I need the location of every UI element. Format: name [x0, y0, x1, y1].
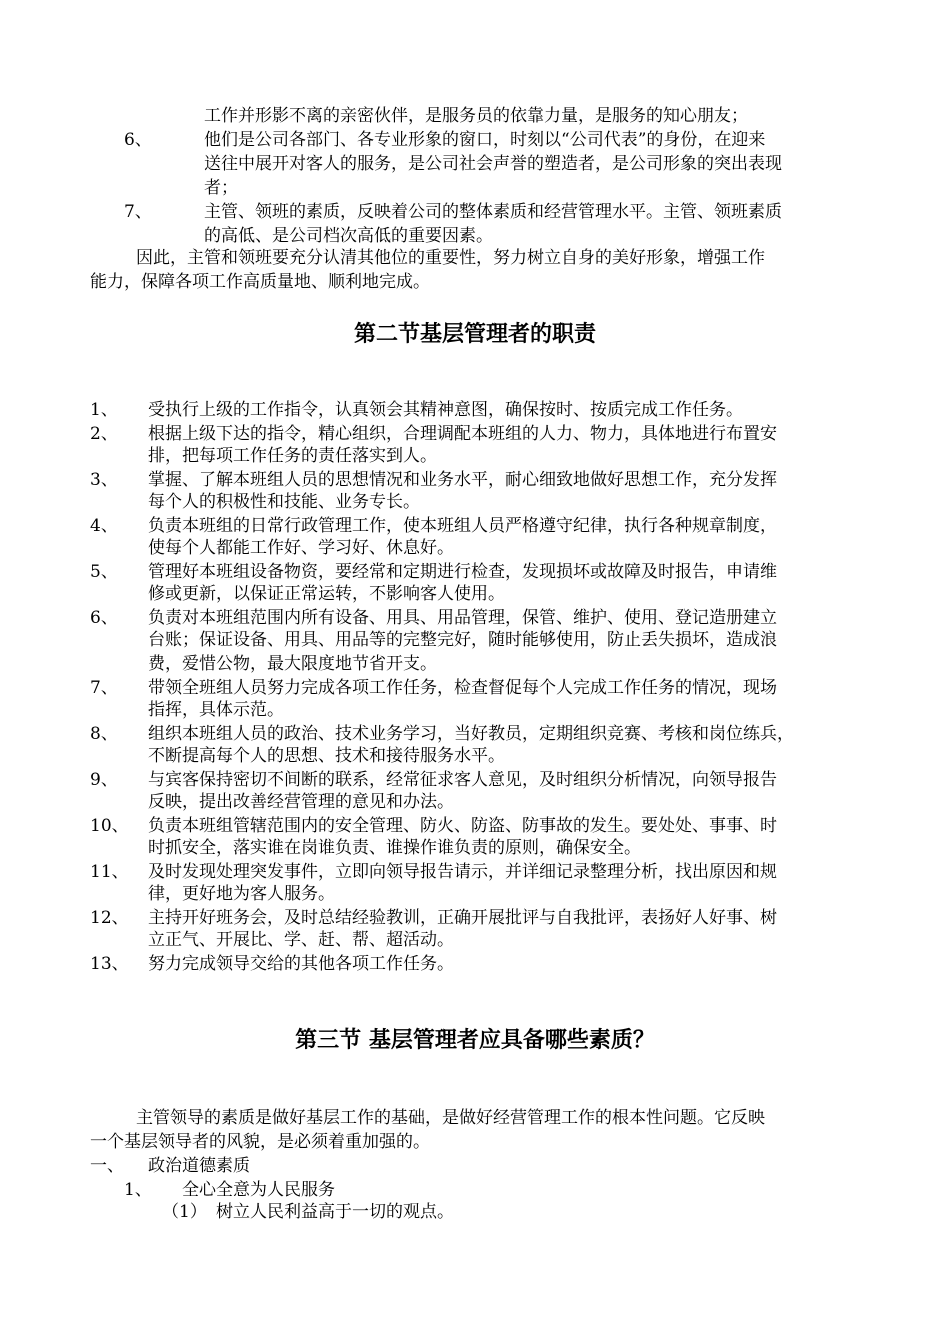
s2-item-6-line-2: 台账；保证设备、用具、用品等的完整完好，随时能够使用，防止丢失损坏，造成浪	[148, 630, 777, 650]
s2-item-2-number: 2、	[90, 424, 118, 444]
s2-item-5-number: 5、	[90, 562, 118, 582]
s2-item-3-line-1: 掌握、了解本班组人员的思想情况和业务水平，耐心细致地做好思想工作，充分发挥	[148, 470, 777, 490]
intro-continuation-line: 工作并形影不离的亲密伙伴，是服务员的依靠力量，是服务的知心朋友；	[204, 106, 748, 126]
s2-item-11-line-1: 及时发现处理突发事件，立即向领导报告请示，并详细记录整理分析，找出原因和规	[148, 862, 777, 882]
s2-item-13-number: 13、	[90, 954, 129, 974]
s2-item-1-line-1: 受执行上级的工作指令，认真领会其精神意图，确保按时、按质完成工作任务。	[148, 400, 743, 420]
s2-item-7-number: 7、	[90, 678, 118, 698]
s2-item-5-line-2: 修或更新，以保证正常运转，不影响客人使用。	[148, 584, 505, 604]
section-2-title: 第二节基层管理者的职责	[353, 322, 596, 347]
s2-item-6-line-1: 负责对本班组范围内所有设备、用具、用品管理，保管、维护、使用、登记造册建立	[148, 608, 777, 628]
s2-item-6-line-3: 费，爱惜公物，最大限度地节省开支。	[148, 654, 437, 674]
intro-item-6-line-3: 者；	[204, 178, 238, 198]
s2-item-13-line-1: 努力完成领导交给的其他各项工作任务。	[148, 954, 454, 974]
s2-item-9-line-1: 与宾客保持密切不间断的联系，经常征求客人意见，及时组织分析情况，向领导报告	[148, 770, 777, 790]
s2-item-12-line-2: 立正气、开展比、学、赶、帮、超活动。	[148, 930, 454, 950]
intro-conclusion-line-1: 因此，主管和领班要充分认清其他位的重要性，努力树立自身的美好形象，增强工作	[136, 248, 765, 268]
s3-sub3-number: （1）	[162, 1202, 207, 1222]
s2-item-7-line-2: 指挥，具体示范。	[148, 700, 284, 720]
s2-item-8-number: 8、	[90, 724, 118, 744]
s2-item-2-line-1: 根据上级下达的指令，精心组织，合理调配本班组的人力、物力，具体地进行布置安	[148, 424, 777, 444]
s2-item-1-number: 1、	[90, 400, 118, 420]
s2-item-8-line-1: 组织本班组人员的政治、技术业务学习，当好教员，定期组织竞赛、考核和岗位练兵，	[148, 724, 794, 744]
section-3-title: 第三节 基层管理者应具备哪些素质？	[295, 1028, 655, 1053]
intro-item-6-line-1: 他们是公司各部门、各专业形象的窗口，时刻以“公司代表”的身份，在迎来	[204, 130, 766, 150]
s3-paragraph-line-2: 一个基层领导者的风貌，是必须着重加强的。	[90, 1132, 430, 1152]
intro-item-7-line-1: 主管、领班的素质，反映着公司的整体素质和经营管理水平。主管、领班素质	[204, 202, 782, 222]
s2-item-6-number: 6、	[90, 608, 118, 628]
s2-item-10-number: 10、	[90, 816, 129, 836]
s2-item-4-number: 4、	[90, 516, 118, 536]
s3-sub3-text: 树立人民利益高于一切的观点。	[216, 1202, 454, 1222]
s2-item-3-number: 3、	[90, 470, 118, 490]
intro-conclusion-line-2: 能力，保障各项工作高质量地、顺利地完成。	[90, 272, 430, 292]
s2-item-9-number: 9、	[90, 770, 118, 790]
s2-item-4-line-2: 使每个人都能工作好、学习好、休息好。	[148, 538, 454, 558]
s3-sub2-text: 全心全意为人民服务	[182, 1180, 335, 1200]
s3-sub2-number: 1、	[124, 1180, 152, 1200]
s2-item-12-number: 12、	[90, 908, 129, 928]
s2-item-10-line-2: 时抓安全，落实谁在岗谁负责、谁操作谁负责的原则，确保安全。	[148, 838, 641, 858]
s2-item-12-line-1: 主持开好班务会，及时总结经验教训，正确开展批评与自我批评，表扬好人好事、树	[148, 908, 777, 928]
intro-item-7-number: 7、	[124, 202, 152, 222]
s2-item-2-line-2: 排，把每项工作任务的责任落实到人。	[148, 446, 437, 466]
s2-item-11-line-2: 律，更好地为客人服务。	[148, 884, 335, 904]
s3-sub1-number: 一、	[90, 1156, 124, 1176]
s2-item-3-line-2: 每个人的积极性和技能、业务专长。	[148, 492, 420, 512]
s2-item-11-number: 11、	[90, 862, 129, 882]
intro-item-7-line-2: 的高低、是公司档次高低的重要因素。	[204, 226, 493, 246]
s2-item-5-line-1: 管理好本班组设备物资，要经常和定期进行检查，发现损坏或故障及时报告，申请维	[148, 562, 777, 582]
intro-item-6-line-2: 送往中展开对客人的服务，是公司社会声誉的塑造者，是公司形象的突出表现	[204, 154, 782, 174]
intro-item-6-number: 6、	[124, 130, 152, 150]
s2-item-10-line-1: 负责本班组管辖范围内的安全管理、防火、防盗、防事故的发生。要处处、事事、时	[148, 816, 777, 836]
s3-paragraph-line-1: 主管领导的素质是做好基层工作的基础，是做好经营管理工作的根本性问题。它反映	[136, 1108, 765, 1128]
s2-item-9-line-2: 反映，提出改善经营管理的意见和办法。	[148, 792, 454, 812]
s2-item-8-line-2: 不断提高每个人的思想、技术和接待服务水平。	[148, 746, 505, 766]
s2-item-4-line-1: 负责本班组的日常行政管理工作，使本班组人员严格遵守纪律，执行各种规章制度，	[148, 516, 777, 536]
s2-item-7-line-1: 带领全班组人员努力完成各项工作任务，检查督促每个人完成工作任务的情况，现场	[148, 678, 777, 698]
s3-sub1-text: 政治道德素质	[148, 1156, 250, 1176]
